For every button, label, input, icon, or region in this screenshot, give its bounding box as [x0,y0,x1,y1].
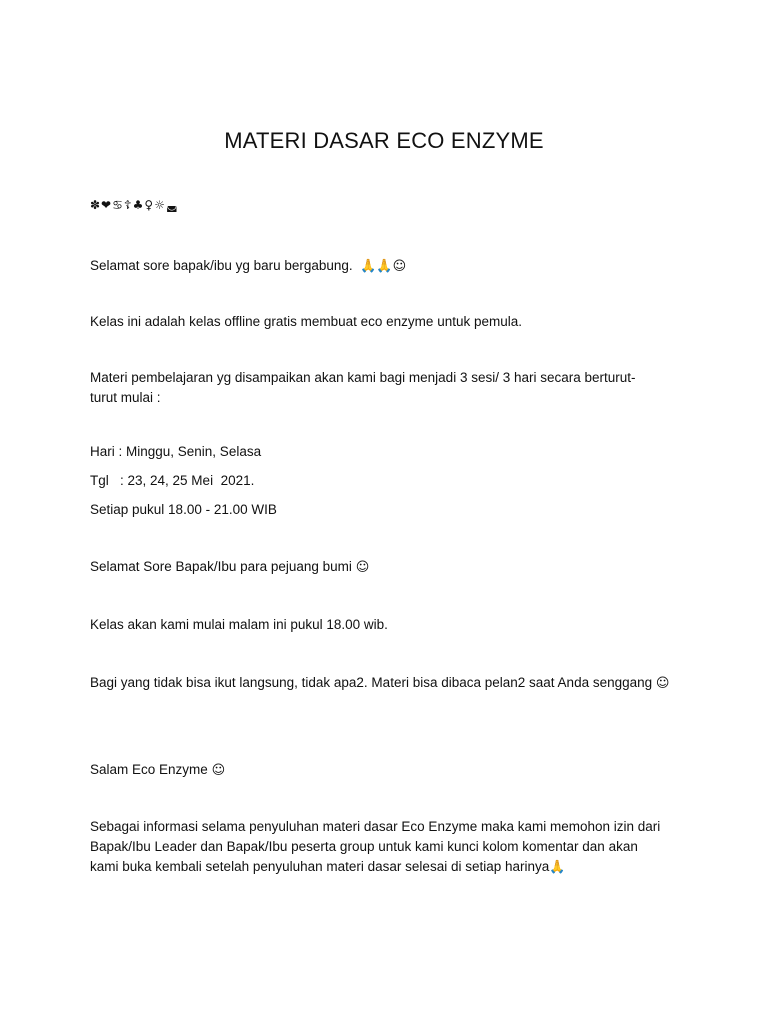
smiley-icon: ☺ [211,763,226,778]
smiley-icon: ☺ [355,560,370,575]
info-line-2: Bapak/Ibu Leader dan Bapak/Ibu peserta group untuk kami kunci kolom komentar dan akan [90,839,638,854]
salam-paragraph [90,760,690,781]
info-paragraph [90,817,710,878]
document-title: MATERI DASAR ECO ENZYME [224,128,544,153]
praying-hands-icon: 🙏🙏☺ [360,259,407,274]
kelas-mulai-paragraph: Kelas akan kami mulai malam ini pukul 18.00 wib. [90,617,388,632]
intro-paragraph: Kelas ini adalah kelas offline gratis membuat eco enzyme untuk pemula. [90,314,522,329]
salam-text: Salam Eco Enzyme [90,762,208,777]
praying-hands-icon: 🙏 [549,860,566,875]
info-line-3 [90,857,710,878]
materi-paragraph [90,368,690,408]
bagi-yang-text: Bagi yang tidak bisa ikut langsung, tidak apa2. Materi bisa dibaca pelan2 saat Anda senggang [90,675,653,690]
bagi-yang-paragraph [90,673,710,694]
selamat-sore-text: Selamat Sore Bapak/Ibu para pejuang bumi [90,559,352,574]
greeting-text: Selamat sore bapak/ibu yg baru bergabung. [90,258,353,273]
greeting-paragraph [90,256,690,277]
decor-symbols: ✽❤♋☦♣♀☼◛ [90,198,179,212]
hari-line: Hari : Minggu, Senin, Selasa [90,444,262,459]
info-line-1: Sebagai informasi selama penyuluhan materi dasar Eco Enzyme maka kami memohon izin dari [90,819,661,834]
materi-line-1: Materi pembelajaran yg disampaikan akan kami bagi menjadi 3 sesi/ 3 hari secara berturut- [90,370,636,385]
tgl-line: Tgl : 23, 24, 25 Mei 2021. [90,473,255,488]
info-line-3-text: kami buka kembali setelah penyuluhan materi dasar selesai di setiap harinya [90,859,550,874]
materi-line-2: turut mulai : [90,390,161,405]
pukul-line: Setiap pukul 18.00 - 21.00 WIB [90,502,277,517]
selamat-sore-paragraph [90,557,690,578]
smiley-icon: ☺ [655,676,670,691]
